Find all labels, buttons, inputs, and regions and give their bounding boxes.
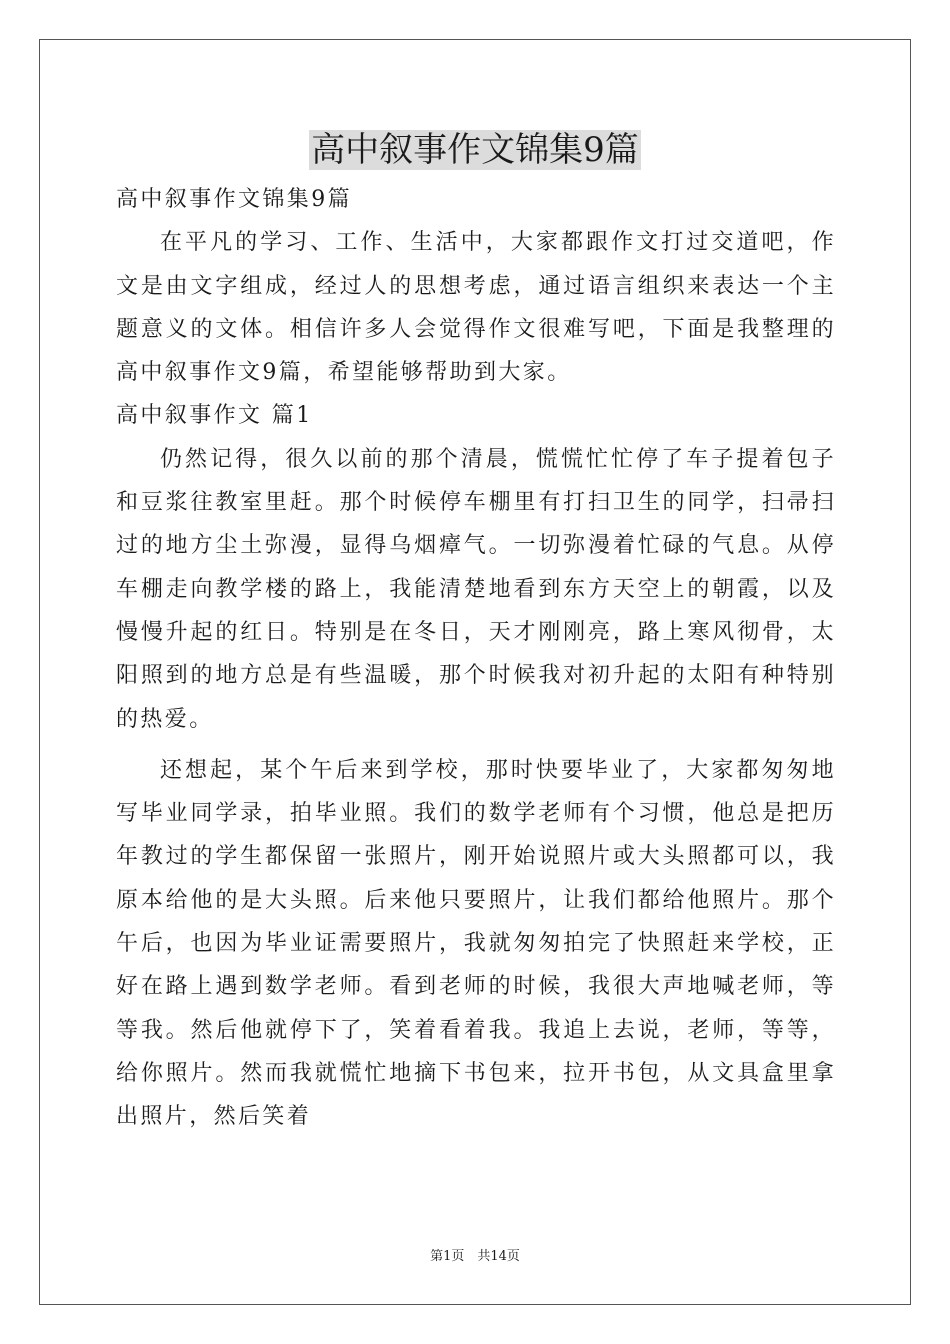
document-subtitle: 高中叙事作文锦集9篇 xyxy=(116,187,352,212)
page-footer: 第1页 共14页 xyxy=(430,1249,520,1264)
document-title-text: 高中叙事作文锦集9篇 xyxy=(311,130,639,170)
intro-paragraph: 在平凡的学习、工作、生活中，大家都跟作文打过交道吧，作文是由文字组成，经过人的思想考虑，通过语言组织来表达一个主题意义的文体。相信许多人会觉得作文很难写吧，下面是我整理的高中叙事作文9篇，希望能够帮助到大家。 xyxy=(116,230,836,386)
body-paragraph-1: 仍然记得，很久以前的那个清晨，慌慌忙忙停了车子提着包子和豆浆往教室里赶。那个时候停车棚里有打扫卫生的同学，扫帚扫过的地方尘土弥漫，显得乌烟瘴气。一切弥漫着忙碌的气息。从停车棚走向教学楼的路上，我能清楚地看到东方天空上的朝霞，以及慢慢升起的红日。特别是在冬日，天才刚刚亮，路上寒风彻骨，太阳照到的地方总是有些温暖，那个时候我对初升起的太阳有种特别的热爱。 xyxy=(116,446,836,732)
body-paragraph-2: 还想起，某个午后来到学校，那时快要毕业了，大家都匆匆地写毕业同学录，拍毕业照。我们的数学老师有个习惯，他总是把历年教过的学生都保留一张照片，刚开始说照片或大头照都可以，我原本给他的是大头照。后来他只要照片，让我们都给他照片。那个午后，也因为毕业证需要照片，我就匆匆拍完了快照赶来学校，正好在路上遇到数学老师。看到老师的时候，我很大声地喊老师，等等我。然后他就停下了，笑着看着我。我追上去说，老师，等等，给你照片。然而我就慌忙地摘下书包来，拉开书包，从文具盒里拿出照片，然后笑着 xyxy=(116,757,836,1130)
section-heading: 高中叙事作文 篇1 xyxy=(116,403,313,429)
document-title xyxy=(0,128,950,172)
document-body xyxy=(116,178,836,1139)
